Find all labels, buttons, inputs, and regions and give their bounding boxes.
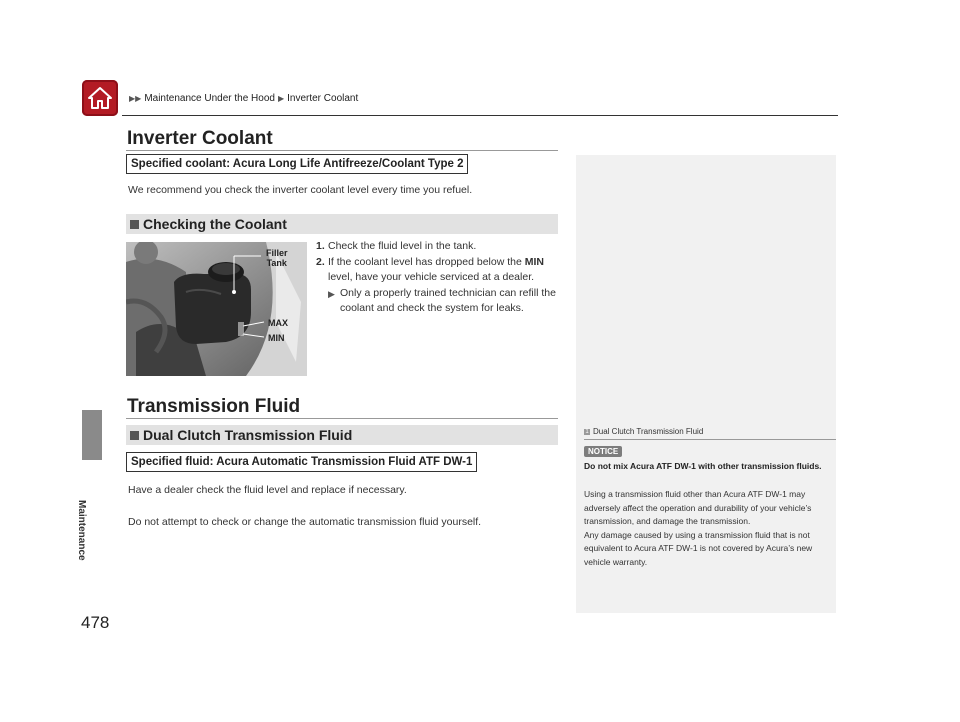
step-item <box>316 255 556 286</box>
step-text: Check the fluid level in the tank. <box>328 240 477 252</box>
section-title-transmission-fluid: Transmission Fluid <box>127 396 301 417</box>
notice-body-1: Using a transmission fluid other than Acura ATF DW-1 may adversely affect the operation and durability of your vehicle’s transmission, and damage the transmission. <box>584 489 812 526</box>
subsection-title: Checking the Coolant <box>143 216 287 232</box>
substep-arrow-icon: ▶ <box>328 288 335 299</box>
fluid-para-2: Do not attempt to check or change the automatic transmission fluid yourself. <box>128 516 482 528</box>
subsection-title: Dual Clutch Transmission Fluid <box>143 427 353 443</box>
section-label: Maintenance <box>76 500 87 561</box>
notice-warning: Do not mix Acura ATF DW-1 with other transmission fluids. <box>584 461 822 471</box>
page-number: 478 <box>81 613 110 632</box>
breadcrumb-item[interactable]: Maintenance Under the Hood <box>144 93 275 104</box>
fluid-spec-box: Specified fluid: Acura Automatic Transmission Fluid ATF DW-1 <box>126 452 477 472</box>
section-divider <box>126 150 558 151</box>
breadcrumb-arrow-icon: ▶ <box>277 94 285 103</box>
steps-list <box>316 239 556 317</box>
notice-body-2: Any damage caused by using a transmission fluid that is not equivalent to Acura ATF DW-1 is not covered by Acura’s new vehicle warranty. <box>584 529 813 567</box>
breadcrumb-arrow-icon: ▶▶ <box>129 94 142 103</box>
breadcrumb-item[interactable]: Inverter Coolant <box>287 93 359 104</box>
home-button[interactable] <box>82 80 118 116</box>
notice-badge: NOTICE <box>584 446 622 457</box>
callout-max: MAX <box>268 318 288 328</box>
notice-body <box>584 488 834 569</box>
callout-min: MIN <box>268 333 285 343</box>
step-number: 1. <box>316 240 325 252</box>
square-bullet-icon <box>130 220 139 229</box>
substep-item <box>316 286 556 317</box>
header-divider <box>122 115 838 116</box>
coolant-spec-box: Specified coolant: Acura Long Life Antifreeze/Coolant Type 2 <box>126 154 468 174</box>
subsection-header-dct <box>126 425 558 445</box>
square-bullet-icon <box>130 431 139 440</box>
step-number: 2. <box>316 255 325 268</box>
note-divider <box>584 439 836 440</box>
coolant-intro: We recommend you check the inverter coolant level every time you refuel. <box>128 184 473 196</box>
section-divider <box>126 418 558 419</box>
note-marker-icon: 1 <box>585 428 589 435</box>
home-icon <box>87 85 113 111</box>
step-text: If the coolant level has dropped below the MIN level, have your vehicle serviced at a dealer. <box>328 255 544 283</box>
substep-text: Only a properly trained technician can refill the coolant and check the system for leaks. <box>340 286 556 314</box>
note-title: 1 Dual Clutch Transmission Fluid <box>585 427 704 436</box>
step-item <box>316 239 556 255</box>
min-keyword: MIN <box>524 255 544 268</box>
fluid-para-1: Have a dealer check the fluid level and replace if necessary. <box>128 484 407 496</box>
breadcrumb <box>129 93 358 104</box>
section-title-inverter-coolant: Inverter Coolant <box>127 128 273 149</box>
section-tab <box>82 410 102 460</box>
callout-filler-tank: Filler Tank <box>266 248 288 268</box>
subsection-header-checking <box>126 214 558 234</box>
